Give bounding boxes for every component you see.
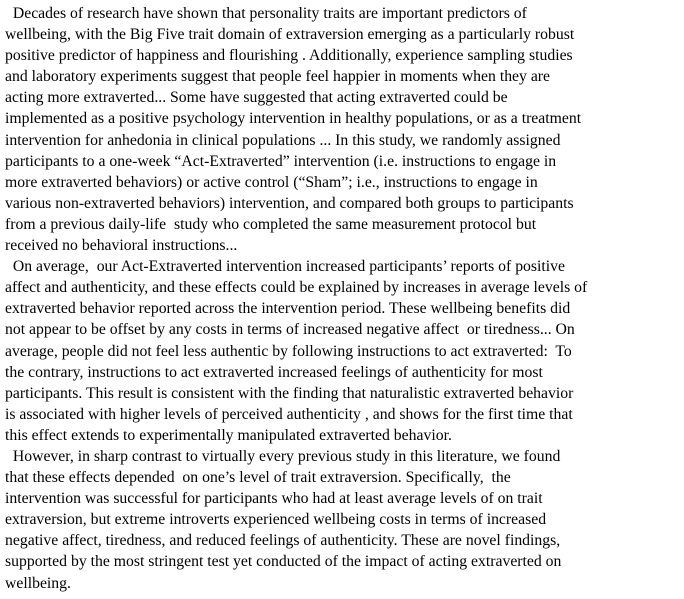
text-line: positive predictor of happiness and flourishing . Additionally, experience sampling studies [5, 47, 573, 65]
text-line: acting more extraverted... Some have suggested that acting extraverted could be [5, 89, 508, 107]
text-line: the contrary, instructions to act extraverted increased feelings of authenticity for most [5, 363, 543, 381]
text-line: received no behavioral instructions... [5, 237, 238, 255]
text-line: various non-extraverted behaviors) intervention, and compared both groups to participants [5, 194, 574, 212]
text-line: However, in sharp contrast to virtually every previous study in this literature, we found [5, 447, 561, 465]
text-line: from a previous daily-life study who completed the same measurement protocol but [5, 215, 537, 233]
text-line: negative affect, tiredness, and reduced feelings of authenticity. These are novel findings, [5, 532, 561, 550]
text-line: and laboratory experiments suggest that people feel happier in moments when they are [5, 68, 551, 86]
text-line: affect and authenticity, and these effects could be explained by increases in average levels of [5, 279, 588, 297]
text-line: average, people did not feel less authentic by following instructions to act extraverted: To [5, 342, 572, 360]
text-line: wellbeing. [5, 574, 71, 592]
text-line: is associated with higher levels of perceived authenticity , and shows for the first time that [5, 405, 573, 423]
text-line: extraverted behavior reported across the intervention period. These wellbeing benefits did [5, 300, 571, 318]
text-line: more extraverted behaviors) or active control (“Sham”; i.e., instructions to engage in [5, 173, 538, 191]
text-line: participants. This result is consistent with the finding that naturalistic extraverted behavior [5, 384, 574, 402]
text-line: that these effects depended on one’s level of trait extraversion. Specifically, the [5, 469, 511, 487]
text-line: On average, our Act-Extraverted intervention increased participants’ reports of positive [5, 258, 565, 276]
text-line: extraversion, but extreme introverts experienced wellbeing costs in terms of increased [5, 511, 547, 529]
text-line: participants to a one-week “Act-Extraverted” intervention (i.e. instructions to engage in [5, 152, 557, 170]
text-line: implemented as a positive psychology intervention in healthy populations, or as a treatment [5, 110, 582, 128]
text-line: Decades of research have shown that personality traits are important predictors of [5, 5, 527, 22]
text-line: intervention for anhedonia in clinical populations ... In this study, we randomly assigned [5, 131, 561, 149]
text-line: supported by the most stringent test yet conducted of the impact of acting extraverted on [5, 553, 562, 571]
text-line: not appear to be offset by any costs in terms of increased negative affect or tiredness... On [5, 321, 575, 339]
text-line: wellbeing, with the Big Five trait domain of extraversion emerging as a particularly robust [5, 26, 575, 44]
text-line: intervention was successful for participants who had at least average levels of on trait [5, 490, 543, 508]
text-line: this effect extends to experimentally manipulated extraverted behavior. [5, 426, 452, 444]
